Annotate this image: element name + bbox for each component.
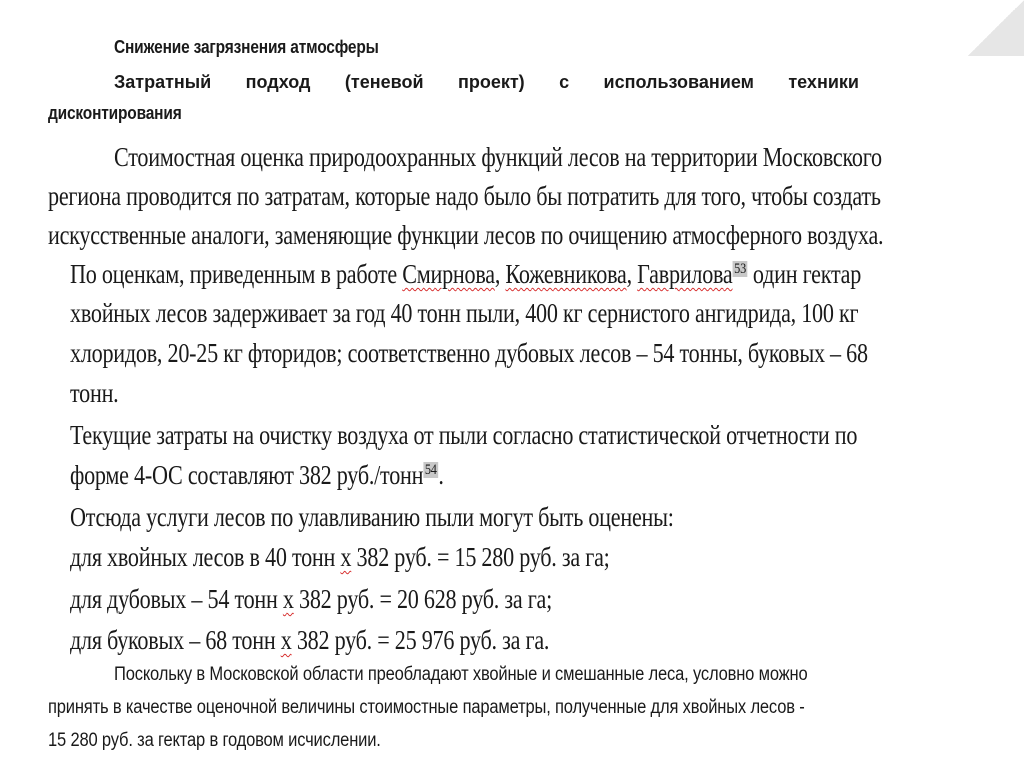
para2-text: один гектар bbox=[747, 259, 862, 289]
subtitle-word: проект) bbox=[457, 72, 525, 92]
calc-text: для хвойных лесов в 40 тонн bbox=[70, 542, 341, 572]
calc-beech bbox=[70, 625, 549, 656]
section-subtitle-tail: дисконтирования bbox=[48, 103, 182, 123]
para1-line3: искусственные аналоги, заменяющие функции лесов по очищению атмосферного воздуха. bbox=[48, 220, 884, 250]
calc-text: 382 руб. = 20 628 руб. за га; bbox=[293, 584, 553, 614]
para3-text: форме 4-ОС составляют 382 руб./тонн bbox=[70, 460, 424, 490]
calc-text: для дубовых – 54 тонн bbox=[70, 584, 283, 614]
subtitle-word: с bbox=[559, 72, 570, 92]
footnote-ref[interactable]: 53 bbox=[734, 261, 746, 277]
para3-line2 bbox=[70, 460, 444, 491]
section-subtitle-row bbox=[114, 72, 859, 93]
para2-text: По оценкам, приведенным в работе bbox=[70, 259, 403, 289]
para1-line2: региона проводится по затратам, которые надо было бы потратить для того, чтобы создать bbox=[48, 181, 881, 211]
multiply-sign: х bbox=[340, 542, 352, 572]
para5-line1: Поскольку в Московской области преобладают хвойные и смешанные леса, условно можно bbox=[114, 664, 808, 685]
para2-line2: хвойных лесов задерживает за год 40 тонн пыли, 400 кг сернистого ангидрида, 100 кг bbox=[70, 298, 859, 328]
calc-text: для буковых – 68 тонн bbox=[70, 625, 281, 655]
section-title: Снижение загрязнения атмосферы bbox=[114, 37, 379, 57]
subtitle-word: использованием bbox=[603, 72, 754, 92]
para2-line3: хлоридов, 20-25 кг фторидов; соответственно дубовых лесов – 54 тонны, буковых – 68 bbox=[70, 338, 868, 368]
para2-line4: тонн. bbox=[70, 378, 119, 408]
para1-line1: Стоимостная оценка природоохранных функций лесов на территории Московского bbox=[114, 142, 882, 172]
calc-coniferous bbox=[70, 542, 610, 573]
author-name: Кожевникова bbox=[505, 259, 627, 289]
multiply-sign: х bbox=[280, 625, 292, 655]
multiply-sign: х bbox=[282, 584, 294, 614]
calc-text: 382 руб. = 15 280 руб. за га; bbox=[351, 542, 610, 572]
page-curl-corner bbox=[968, 0, 1024, 56]
para4-line1: Отсюда услуги лесов по улавливанию пыли могут быть оценены: bbox=[70, 502, 674, 532]
para3-text: . bbox=[438, 460, 444, 490]
para5-line2: принять в качестве оценочной величины стоимостные параметры, полученные для хвойных лесов - bbox=[48, 697, 805, 718]
subtitle-word: (теневой bbox=[344, 72, 424, 92]
subtitle-word: техники bbox=[788, 72, 859, 92]
subtitle-word: Затратный bbox=[114, 72, 212, 92]
calc-text: 382 руб. = 25 976 руб. за га. bbox=[291, 625, 550, 655]
footnote-ref[interactable]: 54 bbox=[424, 462, 437, 478]
para5-line3: 15 280 руб. за гектар в годовом исчислении. bbox=[48, 730, 381, 751]
author-name: Смирнова bbox=[402, 259, 495, 289]
author-name: Гаврилова bbox=[637, 259, 733, 289]
subtitle-word: подход bbox=[245, 72, 311, 92]
para3-line1: Текущие затраты на очистку воздуха от пыли согласно статистической отчетности по bbox=[70, 420, 858, 450]
para2-line1: По оценкам, приведенным в работе Смирнова, Кожевникова, Гаврилова $^{53}$ один гектар bbox=[70, 259, 862, 289]
calc-oak bbox=[70, 584, 552, 615]
